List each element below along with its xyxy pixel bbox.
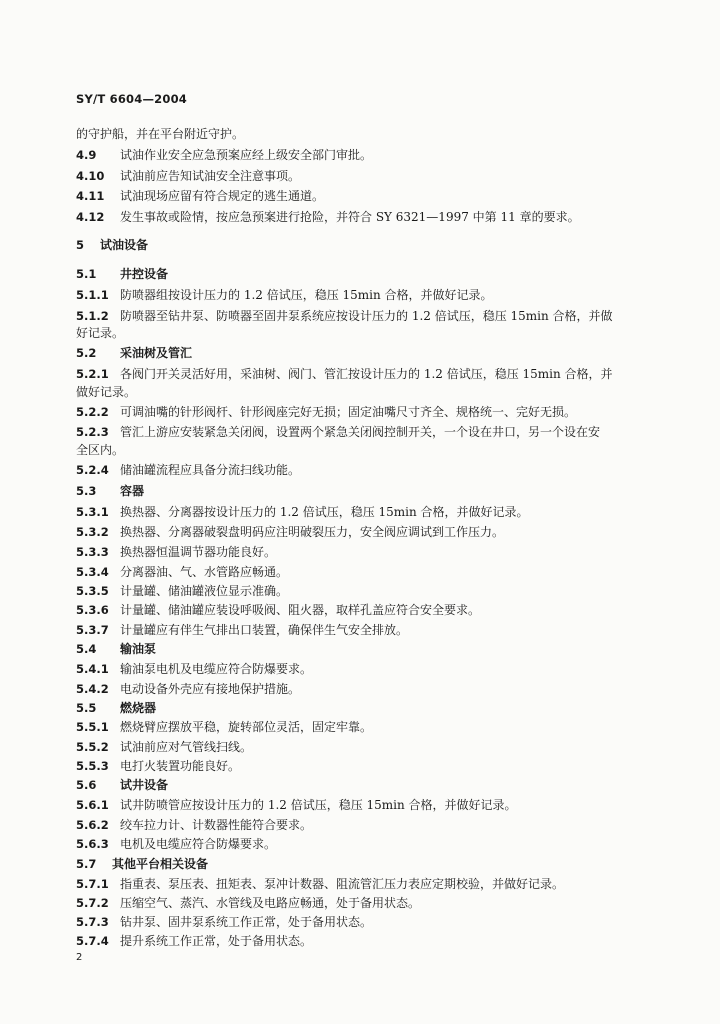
clause-5-7-2 bbox=[76, 896, 420, 910]
clause-5-5-1 bbox=[76, 720, 372, 734]
clause-number: 5.4.1 bbox=[76, 662, 109, 676]
clause-5-5-3 bbox=[76, 759, 240, 773]
subsection-number: 5.7 bbox=[76, 857, 97, 871]
clause-text: 计量罐、储油罐液位显示准确。 bbox=[120, 584, 289, 598]
clause-number: 4.9 bbox=[76, 148, 97, 162]
clause-4-9 bbox=[76, 148, 372, 162]
clause-text: 可调油嘴的针形阀杆、针形阀座完好无损；固定油嘴尺寸齐全、规格统一、完好无损。 bbox=[120, 405, 577, 419]
clause-5-3-5 bbox=[76, 584, 288, 598]
clause-number: 5.2.3 bbox=[76, 425, 109, 439]
clause-number: 5.5.3 bbox=[76, 759, 109, 773]
clause-number: 5.7.4 bbox=[76, 934, 109, 948]
clause-5-3-2 bbox=[76, 525, 504, 539]
clause-number: 5.3.3 bbox=[76, 545, 109, 559]
clause-number: 5.1.1 bbox=[76, 288, 109, 302]
subsection-heading-5-2 bbox=[76, 346, 192, 360]
clause-text: 试油作业安全应急预案应经上级安全部门审批。 bbox=[120, 148, 373, 162]
clause-5-6-3 bbox=[76, 837, 276, 851]
line-text: 做好记录。 bbox=[76, 385, 137, 399]
section-title: 试油设备 bbox=[100, 238, 149, 252]
clause-5-2-4 bbox=[76, 463, 300, 477]
clause-number: 5.3.7 bbox=[76, 623, 109, 637]
clause-4-10 bbox=[76, 169, 300, 183]
clause-5-3-6 bbox=[76, 603, 480, 617]
clause-number: 5.2.2 bbox=[76, 405, 109, 419]
clause-5-7-3 bbox=[76, 915, 372, 929]
clause-number: 5.2.4 bbox=[76, 463, 109, 477]
clause-number: 5.6.3 bbox=[76, 837, 109, 851]
clause-text: 换热器恒温调节器功能良好。 bbox=[120, 545, 277, 559]
clause-text: 计量罐、储油罐应装设呼吸阀、阻火器，取样孔盖应符合安全要求。 bbox=[120, 603, 481, 617]
clause-number: 5.3.6 bbox=[76, 603, 109, 617]
clause-text: 储油罐流程应具备分流扫线功能。 bbox=[120, 463, 301, 477]
clause-text: 试井防喷管应按设计压力的 1.2 倍试压，稳压 15min 合格，并做好记录。 bbox=[120, 798, 517, 812]
clause-5-6-2 bbox=[76, 818, 312, 832]
line-text: 的守护船，并在平台附近守护。 bbox=[76, 127, 245, 141]
subsection-title: 采油树及管汇 bbox=[120, 346, 193, 360]
clause-text: 防喷器组按设计压力的 1.2 倍试压，稳压 15min 合格，并做好记录。 bbox=[120, 288, 493, 302]
clause-4-11 bbox=[76, 189, 324, 203]
clause-number: 5.3.1 bbox=[76, 505, 109, 519]
clause-text: 输油泵电机及电缆应符合防爆要求。 bbox=[120, 662, 313, 676]
subsection-title: 容器 bbox=[120, 484, 145, 498]
clause-4-12 bbox=[76, 210, 580, 224]
clause-number: 5.6.1 bbox=[76, 798, 109, 812]
subsection-title: 井控设备 bbox=[120, 267, 169, 281]
clause-number: 4.10 bbox=[76, 169, 105, 183]
clause-text: 发生事故或险情，按应急预案进行抢险，并符合 SY 6321—1997 中第 11 章的要求。 bbox=[120, 210, 580, 224]
clause-number: 5.7.1 bbox=[76, 877, 109, 891]
clause-number: 4.12 bbox=[76, 210, 105, 224]
clause-continuation bbox=[76, 385, 136, 399]
clause-number: 4.11 bbox=[76, 189, 105, 203]
clause-text: 试油前应告知试油安全注意事项。 bbox=[120, 169, 301, 183]
page-number: 2 bbox=[76, 952, 83, 963]
clause-text: 换热器、分离器破裂盘明码应注明破裂压力，安全阀应调试到工作压力。 bbox=[120, 525, 505, 539]
clause-5-3-4 bbox=[76, 565, 288, 579]
clause-number: 5.6.2 bbox=[76, 818, 109, 832]
clause-text: 提升系统工作正常，处于备用状态。 bbox=[120, 934, 313, 948]
section-heading-5 bbox=[76, 238, 148, 252]
clause-text: 计量罐应有伴生气排出口装置，确保伴生气安全排放。 bbox=[120, 623, 409, 637]
subsection-title: 燃烧器 bbox=[120, 701, 157, 715]
clause-number: 5.2.1 bbox=[76, 367, 109, 381]
clause-continuation bbox=[76, 443, 124, 457]
clause-text: 电动设备外壳应有接地保护措施。 bbox=[120, 682, 301, 696]
subsection-number: 5.3 bbox=[76, 484, 97, 498]
clause-text: 各阀门开关灵活好用，采油树、阀门、管汇按设计压力的 1.2 倍试压，稳压 15min 合格，并 bbox=[120, 367, 613, 381]
clause-5-5-2 bbox=[76, 740, 252, 754]
subsection-heading-5-7 bbox=[76, 857, 208, 871]
clause-number: 5.3.2 bbox=[76, 525, 109, 539]
subsection-number: 5.5 bbox=[76, 701, 97, 715]
clause-text: 电机及电缆应符合防爆要求。 bbox=[120, 837, 277, 851]
clause-5-4-1 bbox=[76, 662, 312, 676]
clause-5-3-1 bbox=[76, 505, 529, 519]
subsection-heading-5-4 bbox=[76, 642, 156, 656]
clause-text: 试油现场应留有符合规定的逃生通道。 bbox=[120, 189, 325, 203]
line-text: 好记录。 bbox=[76, 326, 125, 340]
subsection-title: 输油泵 bbox=[120, 642, 157, 656]
subsection-heading-5-5 bbox=[76, 701, 156, 715]
clause-number: 5.5.2 bbox=[76, 740, 109, 754]
subsection-number: 5.1 bbox=[76, 267, 97, 281]
clause-text: 分离器油、气、水管路应畅通。 bbox=[120, 565, 289, 579]
clause-5-3-3 bbox=[76, 545, 276, 559]
clause-text: 钻井泵、固井泵系统工作正常，处于备用状态。 bbox=[120, 915, 373, 929]
clause-5-1-1 bbox=[76, 288, 493, 302]
clause-number: 5.7.3 bbox=[76, 915, 109, 929]
subsection-number: 5.2 bbox=[76, 346, 97, 360]
clause-number: 5.4.2 bbox=[76, 682, 109, 696]
clause-text: 防喷器至钻井泵、防喷器至固井泵系统应按设计压力的 1.2 倍试压，稳压 15min 合格，并做 bbox=[120, 309, 613, 323]
clause-text: 换热器、分离器按设计压力的 1.2 倍试压，稳压 15min 合格，并做好记录。 bbox=[120, 505, 529, 519]
clause-text: 压缩空气、蒸汽、水管线及电路应畅通，处于备用状态。 bbox=[120, 896, 421, 910]
subsection-number: 5.6 bbox=[76, 778, 97, 792]
clause-number: 5.5.1 bbox=[76, 720, 109, 734]
subsection-heading-5-1 bbox=[76, 267, 168, 281]
clause-continuation bbox=[76, 326, 124, 340]
subsection-title: 其他平台相关设备 bbox=[112, 857, 209, 871]
clause-5-7-4 bbox=[76, 934, 312, 948]
clause-number: 5.1.2 bbox=[76, 309, 109, 323]
clause-5-1-2 bbox=[76, 309, 613, 323]
subsection-number: 5.4 bbox=[76, 642, 97, 656]
clause-text: 燃烧臂应摆放平稳，旋转部位灵活，固定牢靠。 bbox=[120, 720, 373, 734]
clause-number: 5.7.2 bbox=[76, 896, 109, 910]
clause-number: 5.3.5 bbox=[76, 584, 109, 598]
clause-text: 管汇上游应安装紧急关闭阀，设置两个紧急关闭阀控制开关，一个设在井口，另一个设在安 bbox=[120, 425, 601, 439]
clause-5-4-2 bbox=[76, 682, 300, 696]
line-text: 全区内。 bbox=[76, 443, 125, 457]
clause-5-2-2 bbox=[76, 405, 576, 419]
clause-5-6-1 bbox=[76, 798, 517, 812]
subsection-heading-5-3 bbox=[76, 484, 144, 498]
clause-5-2-1 bbox=[76, 367, 613, 381]
subsection-heading-5-6 bbox=[76, 778, 168, 792]
clause-5-3-7 bbox=[76, 623, 408, 637]
standard-header: SY/T 6604—2004 bbox=[76, 92, 187, 106]
subsection-title: 试井设备 bbox=[120, 778, 169, 792]
clause-text: 指重表、泵压表、扭矩表、泵冲计数器、阻流管汇压力表应定期校验，并做好记录。 bbox=[120, 877, 565, 891]
clause-text: 绞车拉力计、计数器性能符合要求。 bbox=[120, 818, 313, 832]
clause-5-2-3 bbox=[76, 425, 600, 439]
clause-5-7-1 bbox=[76, 877, 564, 891]
clause-text: 电打火装置功能良好。 bbox=[120, 759, 241, 773]
section-number: 5 bbox=[76, 238, 85, 252]
clause-number: 5.3.4 bbox=[76, 565, 109, 579]
paragraph-continuation bbox=[76, 127, 244, 141]
clause-text: 试油前应对气管线扫线。 bbox=[120, 740, 253, 754]
